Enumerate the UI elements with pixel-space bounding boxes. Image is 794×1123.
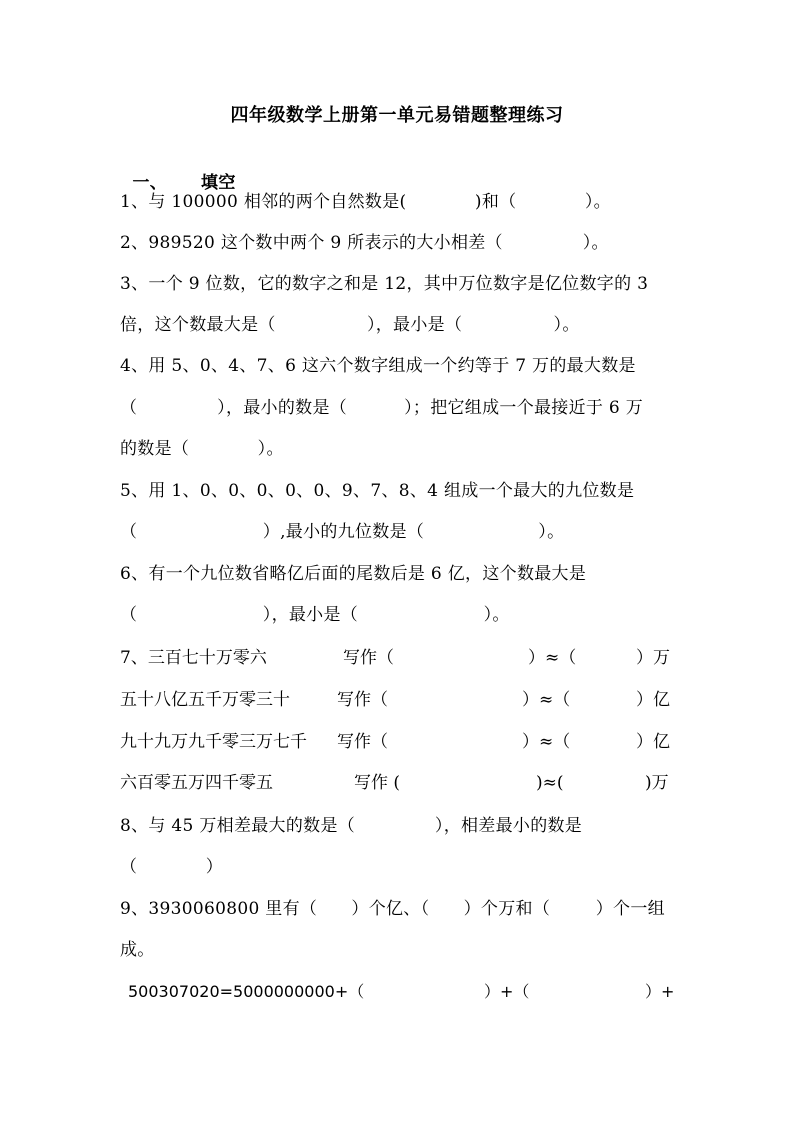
approx-label: ）≈（: [522, 690, 571, 710]
question-8-line-1: 8、与 45 万相差最大的数是（ ），相差最小的数是: [120, 816, 583, 836]
unit-label: ）亿: [636, 732, 670, 752]
unit-label: ）万: [636, 648, 670, 668]
number-words: 六百零五万四千零五: [120, 773, 273, 793]
question-9-line-1: 9、3930060800 里有（ ）个亿、（ ）个万和（ ）个一组: [120, 899, 665, 919]
write-label: 写作 (: [354, 773, 401, 793]
section-heading: [120, 150, 794, 194]
question-9-line-2: 成。: [120, 940, 155, 960]
page-title: 四年级数学上册第一单元易错题整理练习: [230, 105, 564, 126]
unit-label: ）亿: [636, 690, 670, 710]
expansion-end: ）+: [645, 982, 675, 1001]
question-5-line-2: （ ）,最小的九位数是（ ）。: [120, 522, 565, 542]
question-3-line-1: 3、一个 9 位数，它的数字之和是 12，其中万位数字是亿位数字的 3: [120, 274, 649, 294]
write-label: 写作（: [337, 690, 388, 710]
expansion-mid: ）+（: [484, 982, 530, 1001]
expansion-left: 500307020=5000000000+（: [128, 982, 365, 1001]
write-label: 写作（: [343, 648, 394, 668]
unit-label: )万: [645, 773, 669, 793]
question-4-line-1: 4、用 5、0、4、7、6 这六个数字组成一个约等于 7 万的最大数是: [120, 356, 636, 376]
number-words: 五十八亿五千万零三十: [120, 690, 290, 710]
question-8-line-2: （ ）: [120, 857, 224, 877]
question-4-line-2: （ ），最小的数是（ ）；把它组成一个最接近于 6 万: [120, 398, 644, 418]
question-1: 1、与 100000 相邻的两个自然数是( )和（ ）。: [120, 192, 611, 212]
question-6-line-1: 6、有一个九位数省略亿后面的尾数后是 6 亿，这个数最大是: [120, 564, 587, 584]
question-6-line-2: （ ），最小是（ ）。: [120, 605, 510, 625]
write-label: 写作（: [337, 732, 388, 752]
approx-label: ）≈（: [528, 648, 577, 668]
approx-label: )≈(: [536, 773, 564, 793]
section-name: 填空: [201, 173, 236, 193]
question-5-line-1: 5、用 1、0、0、0、0、0、9、7、8、4 组成一个最大的九位数是: [120, 481, 635, 501]
number-words: 7、三百七十万零六: [120, 648, 267, 668]
section-number: 一、: [132, 173, 168, 193]
number-words: 九十九万九千零三万七千: [120, 732, 307, 752]
question-3-line-2: 倍，这个数最大是（ ），最小是（ ）。: [120, 315, 580, 335]
question-2: 2、989520 这个数中两个 9 所表示的大小相差（ ）。: [120, 233, 609, 253]
question-4-line-3: 的数是（ ）。: [120, 439, 284, 459]
approx-label: ）≈（: [522, 732, 571, 752]
